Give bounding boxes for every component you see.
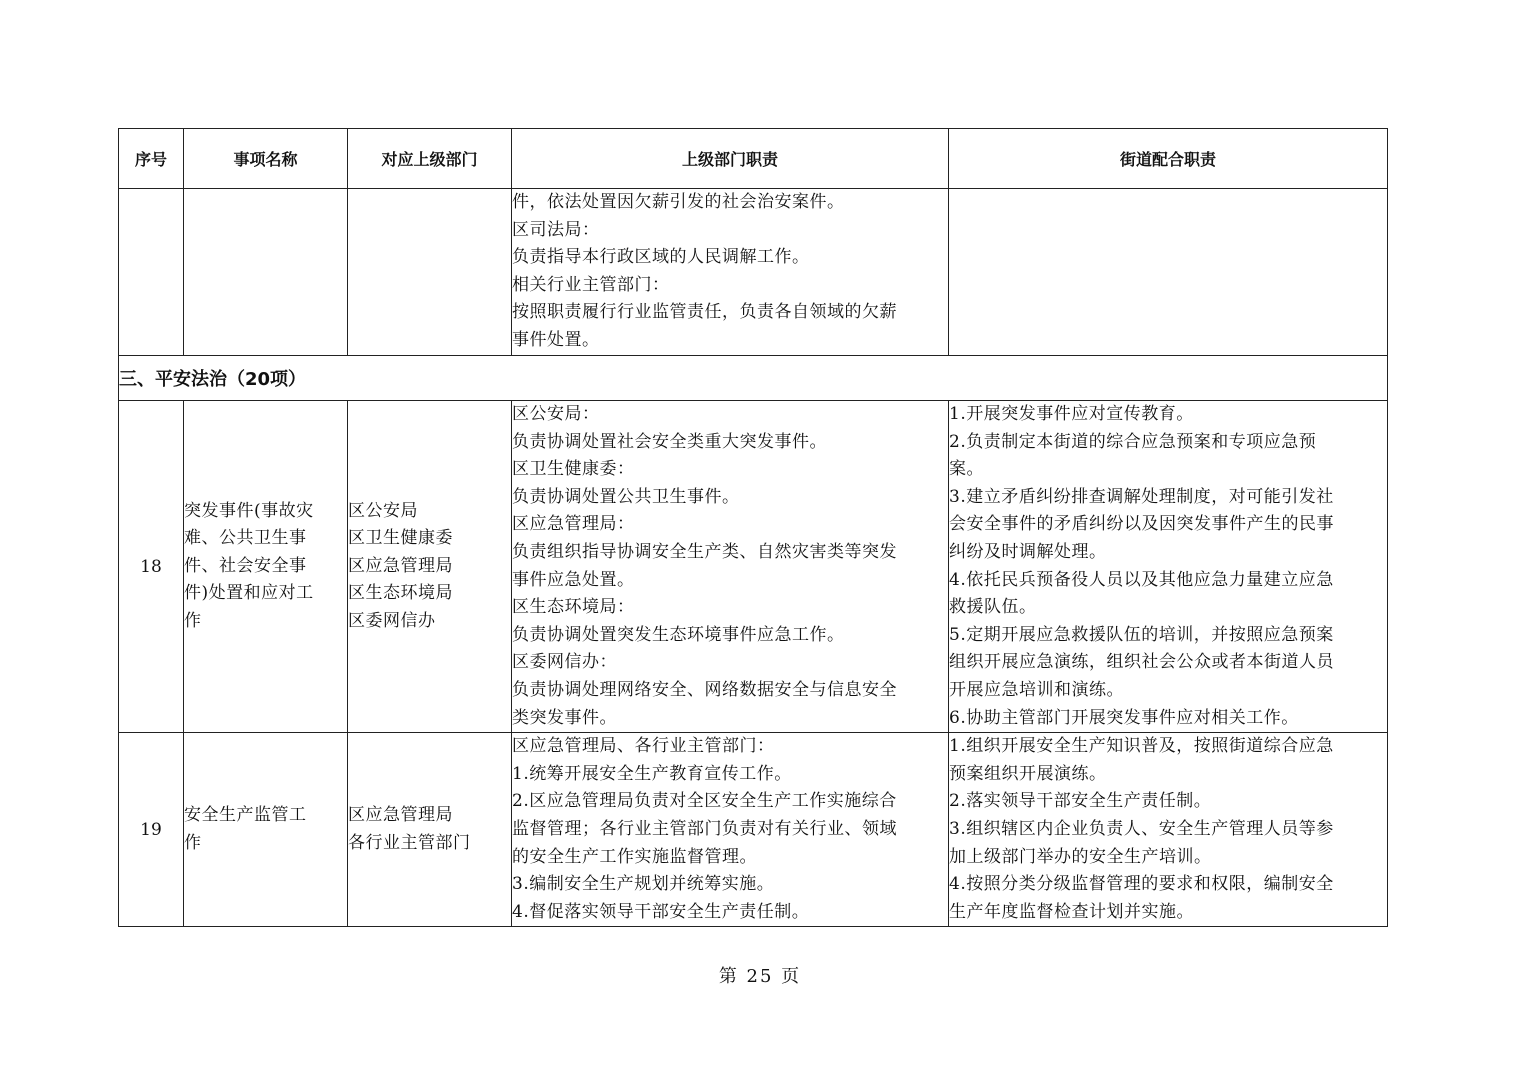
- table-row: [119, 401, 1388, 733]
- text-line: 负责协调处置公共卫生事件。: [512, 486, 740, 507]
- text-line: 区应急管理局: [348, 805, 453, 826]
- text-line: 3.建立矛盾纠纷排查调解处理制度，对可能引发社: [949, 486, 1334, 507]
- text-line: 区应急管理局、各行业主管部门：: [512, 736, 775, 757]
- text-line: 突发事件(事故灾: [184, 500, 314, 521]
- text-line: 作: [184, 610, 202, 631]
- text-line: 各行业主管部门: [348, 832, 471, 853]
- text-line: 组织开展应急演练，组织社会公众或者本街道人员: [949, 652, 1334, 673]
- text-line: 案。: [949, 459, 984, 480]
- header-superior-dept: 对应上级部门: [348, 129, 512, 189]
- row-name: [184, 189, 348, 356]
- text-line: 类突发事件。: [512, 707, 617, 728]
- text-line: 3.组织辖区内企业负责人、安全生产管理人员等参: [949, 818, 1334, 839]
- text-line: 难、公共卫生事: [184, 528, 307, 549]
- text-line: 区卫生健康委：: [512, 459, 635, 480]
- row-street: [949, 733, 1388, 927]
- row-street: [949, 401, 1388, 733]
- header-street-duty: 街道配合职责: [949, 129, 1388, 189]
- text-line: 救援队伍。: [949, 597, 1037, 618]
- table-row: [119, 733, 1388, 927]
- text-line: 生产年度监督检查计划并实施。: [949, 901, 1194, 922]
- text-line: 纠纷及时调解处理。: [949, 541, 1107, 562]
- row-name: [184, 733, 348, 927]
- table-header-row: [119, 129, 1388, 189]
- text-line: 相关行业主管部门：: [512, 274, 670, 295]
- text-line: 5.定期开展应急救援队伍的培训，并按照应急预案: [949, 624, 1334, 645]
- row-dept: [348, 189, 512, 356]
- section-title: 三、平安法治（20项）: [119, 356, 1388, 401]
- text-line: 事件应急处置。: [512, 569, 635, 590]
- row-street: [949, 189, 1388, 356]
- text-line: 事件处置。: [512, 329, 600, 350]
- text-line: 区公安局：: [512, 404, 600, 424]
- text-line: 作: [184, 832, 202, 853]
- text-line: 件，依法处置因欠薪引发的社会治安案件。: [512, 192, 845, 212]
- text-line: 开展应急培训和演练。: [949, 679, 1124, 700]
- text-line: 会安全事件的矛盾纠纷以及因突发事件产生的民事: [949, 514, 1334, 535]
- text-line: 预案组织开展演练。: [949, 763, 1107, 784]
- text-line: 负责协调处置突发生态环境事件应急工作。: [512, 624, 845, 645]
- text-line: 1.统筹开展安全生产教育宣传工作。: [512, 763, 792, 784]
- page-number: 第 25 页: [718, 966, 802, 987]
- row-name: [184, 401, 348, 733]
- row-no: [119, 189, 184, 356]
- text-line: 2.负责制定本街道的综合应急预案和专项应急预: [949, 431, 1317, 452]
- header-item-name: 事项名称: [184, 129, 348, 189]
- section-row: [119, 356, 1388, 401]
- row-duty: [512, 733, 949, 927]
- text-line: 的安全生产工作实施监督管理。: [512, 846, 757, 867]
- table-row-continued: [119, 189, 1388, 356]
- text-line: 负责组织指导协调安全生产类、自然灾害类等突发: [512, 541, 897, 562]
- row-dept: [348, 733, 512, 927]
- text-line: 区应急管理局: [348, 555, 453, 576]
- row-dept: [348, 401, 512, 733]
- header-superior-duty: 上级部门职责: [512, 129, 949, 189]
- responsibility-table: [118, 128, 1388, 927]
- text-line: 加上级部门举办的安全生产培训。: [949, 846, 1212, 867]
- text-line: 区司法局：: [512, 219, 600, 240]
- row-no: 19: [119, 733, 184, 927]
- text-line: 6.协助主管部门开展突发事件应对相关工作。: [949, 707, 1299, 728]
- text-line: 1.开展突发事件应对宣传教育。: [949, 404, 1194, 424]
- text-line: 负责指导本行政区域的人民调解工作。: [512, 247, 810, 268]
- text-line: 1.组织开展安全生产知识普及，按照街道综合应急: [949, 736, 1334, 757]
- text-line: 安全生产监管工: [184, 805, 307, 826]
- text-line: 区卫生健康委: [348, 528, 453, 549]
- text-line: 件、社会安全事: [184, 555, 307, 576]
- text-line: 负责协调处理网络安全、网络数据安全与信息安全: [512, 679, 897, 700]
- text-line: 4.依托民兵预备役人员以及其他应急力量建立应急: [949, 569, 1334, 590]
- text-line: 区公安局: [348, 500, 418, 521]
- text-line: 区委网信办: [348, 610, 436, 631]
- text-line: 负责协调处置社会安全类重大突发事件。: [512, 431, 827, 452]
- row-duty: [512, 189, 949, 356]
- text-line: 2.落实领导干部安全生产责任制。: [949, 791, 1212, 812]
- text-line: 区生态环境局: [348, 583, 453, 604]
- text-line: 区生态环境局：: [512, 597, 635, 618]
- row-duty: [512, 401, 949, 733]
- text-line: 区委网信办：: [512, 652, 617, 673]
- text-line: 监督管理；各行业主管部门负责对有关行业、领域: [512, 818, 897, 839]
- text-line: 件)处置和应对工: [184, 583, 314, 604]
- text-line: 按照职责履行行业监管责任，负责各自领域的欠薪: [512, 302, 897, 323]
- text-line: 区应急管理局：: [512, 514, 635, 535]
- header-no: 序号: [119, 129, 184, 189]
- text-line: 4.按照分类分级监督管理的要求和权限，编制安全: [949, 874, 1334, 895]
- text-line: 4.督促落实领导干部安全生产责任制。: [512, 901, 810, 922]
- row-no: 18: [119, 401, 184, 733]
- text-line: 3.编制安全生产规划并统筹实施。: [512, 874, 775, 895]
- text-line: 2.区应急管理局负责对全区安全生产工作实施综合: [512, 791, 897, 812]
